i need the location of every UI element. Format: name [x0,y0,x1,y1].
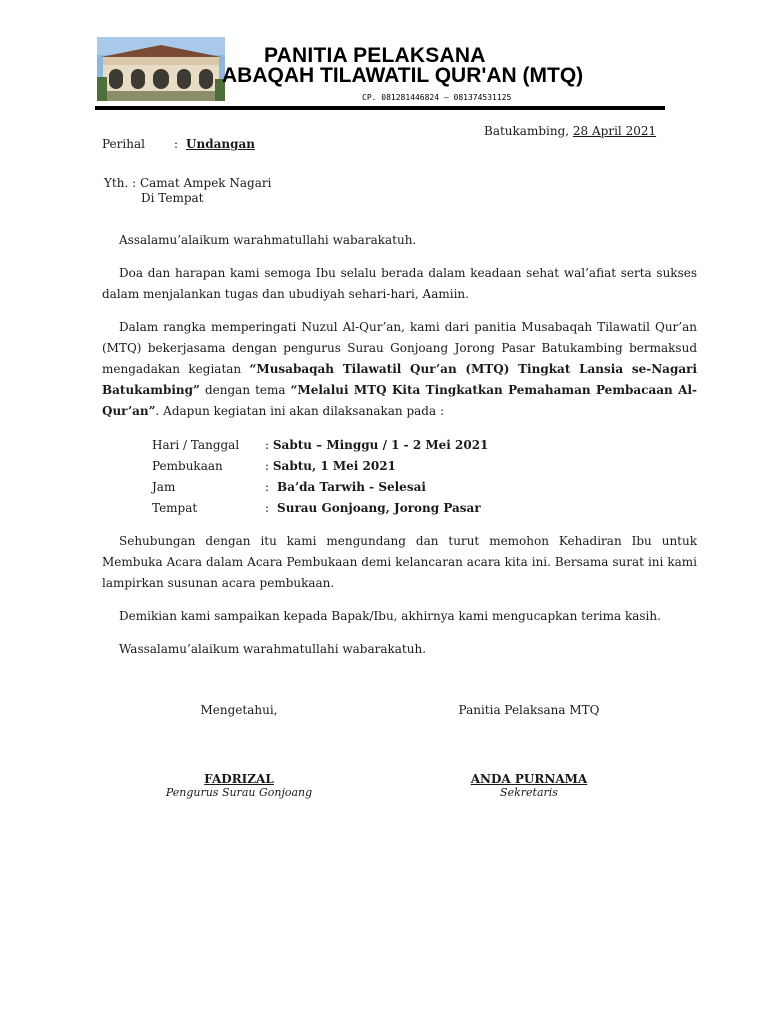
letterhead-rule [95,106,665,110]
schedule-row [152,435,488,456]
p2-text-2: dengan tema [199,383,291,397]
schedule-row [152,498,481,519]
letterhead-subtitle: ABAQAH TILAWATIL QUR'AN (MTQ) [222,64,584,87]
p2-event: “Musabaqah Tilawatil Qur’an (MTQ) Tingkat Lansia se-Nagari Batukambing” [102,362,698,397]
signature-right-heading: Panitia Pelaksana MTQ [458,703,600,717]
schedule-sep: : [265,438,270,452]
schedule-value: Sabtu – Minggu / 1 - 2 Mei 2021 [272,438,489,452]
schedule-row [152,477,426,498]
greeting: Assalamu’alaikum warahmatullahi wabarakatuh. [119,233,417,247]
paragraph-2 [102,317,697,422]
schedule-value: Sabtu, 1 Mei 2021 [272,459,396,473]
schedule-sep: : [265,459,270,473]
subject-sep: : [174,137,179,151]
signature-left-name: FADRIZAL [204,772,274,786]
letterhead-contact: CP. 081281446824 – 081374531125 [362,93,512,102]
signature-right-role: Sekretaris [500,786,558,799]
date: 28 April 2021 [572,124,657,138]
mosque-photo-logo [97,37,225,101]
signature-left-heading: Mengetahui, [200,703,278,717]
signature-left-role: Pengurus Surau Gonjoang [165,786,313,799]
p2-text-3: . Adapun kegiatan ini akan dilaksanakan pada : [155,404,444,418]
place: Batukambing, [484,124,570,138]
schedule-label: Pembukaan [152,459,223,473]
subject-line [102,134,255,155]
subject-value: Undangan [186,137,255,151]
paragraph-4: Demikian kami sampaikan kepada Bapak/Ibu, akhirnya kami mengucapkan terima kasih. [119,609,661,623]
schedule-value: Surau Gonjoang, Jorong Pasar [272,501,481,515]
recipient-line1: Yth. : Camat Ampek Nagari [104,176,272,190]
closing: Wassalamu’alaikum warahmatullahi wabarakatuh. [119,642,427,656]
recipient-line2: Di Tempat [141,191,204,205]
schedule-label: Hari / Tanggal [152,438,240,452]
signature-right-name: ANDA PURNAMA [470,772,588,786]
paragraph-3: Sehubungan dengan itu kami mengundang dan turut memohon Kehadiran Ibu untuk Membuka Acara dalam Acara Pembukaan demi kelancaran acara kita ini. Bersama surat ini kami lampirkan susunan acara pembukaan. [102,534,697,590]
schedule-label: Tempat [152,501,198,515]
subject-label: Perihal [102,137,145,151]
letterhead-title: PANITIA PELAKSANA [264,44,486,67]
schedule-sep: : [265,501,270,515]
p2-text-1: Dalam rangka memperingati Nuzul Al-Qur’an, kami dari panitia Musabaqah Tilawatil Qur’an (MTQ) bekerjasama dengan pengurus Surau Gonjoang Jorong Pasar Batukambing bermaksud mengadakan kegiatan [102,320,697,376]
schedule-label: Jam [152,480,176,494]
paragraph-1: Doa dan harapan kami semoga Ibu selalu berada dalam keadaan sehat wal’afiat serta sukses dalam menjalankan tugas dan ubudiyah sehari-hari, Aamiin. [102,266,697,301]
schedule-sep: : [265,480,270,494]
schedule-row [152,456,396,477]
schedule-value: Ba’da Tarwih - Selesai [272,480,426,494]
place-date [484,121,656,142]
p2-theme: “Melalui MTQ Kita Tingkatkan Pemahaman Pembacaan Al-Qur’an” [102,383,697,418]
